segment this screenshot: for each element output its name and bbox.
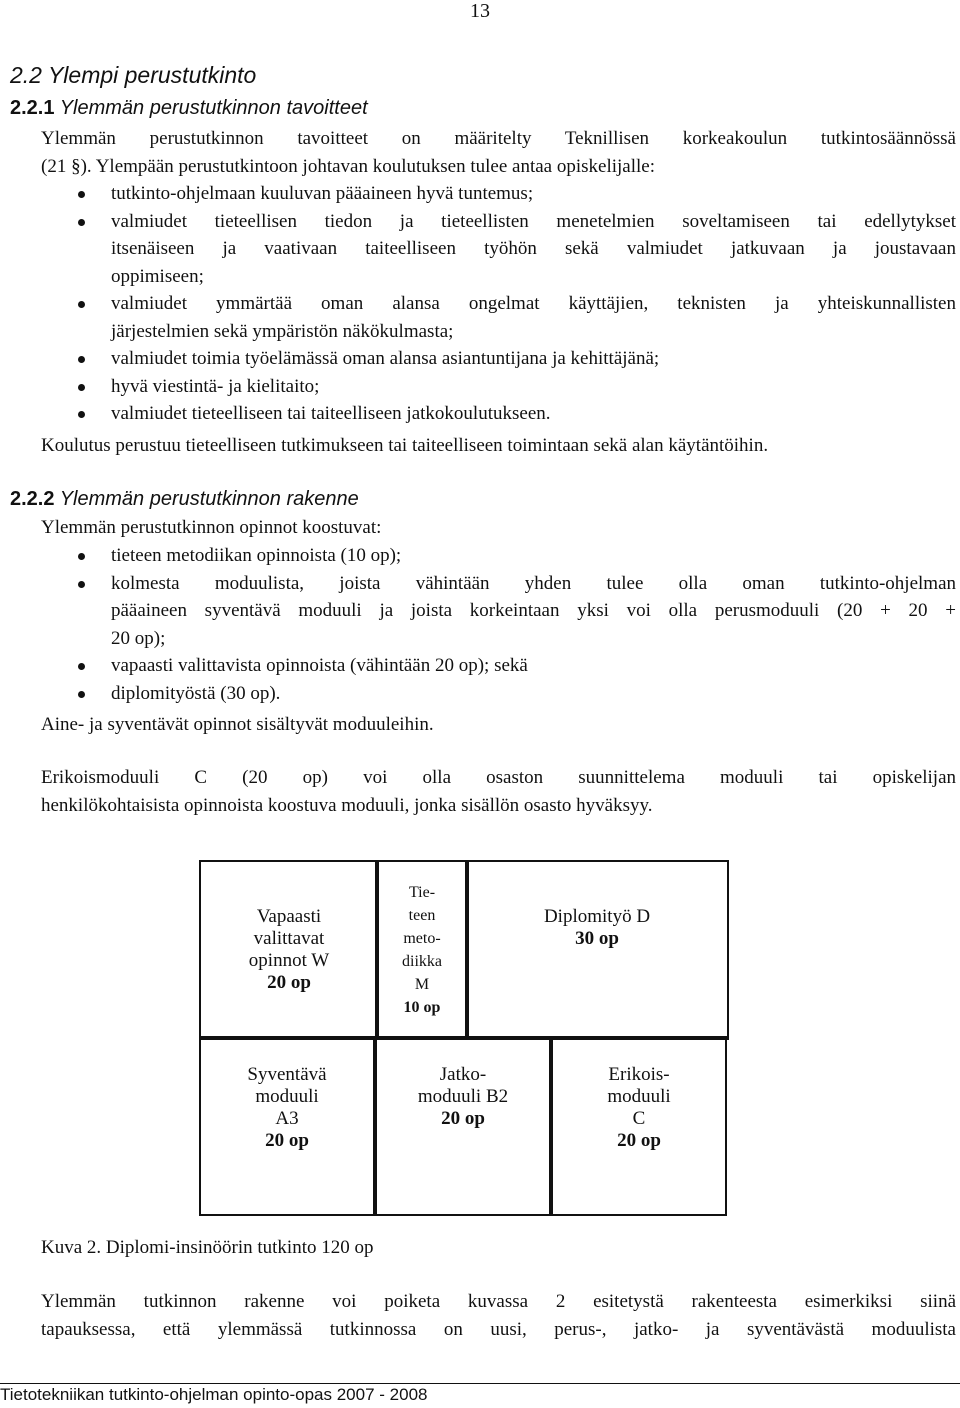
structure-intro: Ylemmän perustutkinnon opinnot koostuvat: [41, 517, 382, 538]
goals-intro-line: (21 §). Ylempään perustutkintoon johtavan koulutuksen tulee antaa opiskelijalle: [41, 155, 656, 177]
bullet-icon [78, 301, 85, 308]
list-item: valmiudet tieteellisen tiedon ja tieteellisten menetelmien soveltamiseen tai edellytykset itsenäiseen ja vaativaan taiteelliseen työhön sekä valmiudet jatkuvaan ja joustavaan oppimiseen; [41, 208, 956, 291]
goals-list [41, 180, 956, 428]
figure-caption: Kuva 2. Diplomi-insinöörin tutkinto 120 op [41, 1237, 374, 1258]
list-item: vapaasti valittavista opinnoista (vähintään 20 op); sekä [41, 652, 956, 680]
subsection-heading-goals [10, 97, 368, 120]
box-thesis-d: Diplomityö D 30 op [465, 860, 729, 1040]
paragraph-line: Ylemmän tutkinnon rakenne voi poiketa kuvassa 2 esitetystä rakenteesta esimerkiksi siinä [41, 1291, 956, 1312]
footer-divider [0, 1383, 960, 1384]
subsection-number: 2.2.2 [10, 488, 55, 510]
box-special-module-c: Erikois- moduuli C 20 op [551, 1036, 727, 1216]
bullet-icon [78, 384, 85, 391]
paragraph-line: tapauksessa, että ylemmässä tutkinnossa on uusi, perus-, jatko- ja syventävästä moduulista [41, 1318, 956, 1340]
box-methodology-m: Tie- teen meto- diikka M 10 op [375, 860, 469, 1040]
final-paragraph [41, 1288, 956, 1343]
structure-after: Aine- ja syventävät opinnot sisältyvät moduuleihin. [41, 714, 434, 735]
box-continuation-module-b2: Jatko- moduuli B2 20 op [375, 1036, 551, 1216]
list-item: tutkinto-ohjelmaan kuuluvan pääaineen hyvä tuntemus; [41, 180, 956, 208]
bullet-icon [78, 191, 85, 198]
section-title: 2.2 Ylempi perustutkinto [10, 62, 257, 88]
goals-closing: Koulutus perustuu tieteelliseen tutkimukseen tai taiteelliseen toimintaan sekä alan käytäntöihin. [41, 435, 769, 456]
bullet-icon [78, 356, 85, 363]
bullet-icon [78, 411, 85, 418]
subsection-number: 2.2.1 [10, 97, 55, 119]
goals-intro [41, 125, 956, 180]
list-item: tieteen metodiikan opinnoista (10 op); [41, 542, 956, 570]
bullet-icon [78, 553, 85, 560]
paragraph-line: henkilökohtaisista opinnoista koostuva moduuli, jonka sisällön osasto hyväksyy. [41, 794, 653, 816]
page-number: 13 [470, 0, 490, 22]
subsection-title: Ylemmän perustutkinnon tavoitteet [59, 97, 368, 119]
list-item: kolmesta moduulista, joista vähintään yhden tulee olla oman tutkinto-ohjelman pääaineen syventävä moduuli ja joista korkeintaan yksi voi olla perusmoduuli (20 + 20 + 20 op); [41, 570, 956, 653]
page-footer: Tietotekniikan tutkinto-ohjelman opinto-opas 2007 - 2008 [0, 1385, 428, 1404]
subsection-heading-structure [10, 488, 359, 511]
subsection-title: Ylemmän perustutkinnon rakenne [59, 488, 359, 510]
goals-intro-line: Ylemmän perustutkinnon tavoitteet on määritelty Teknillisen korkeakoulun tutkintosäännössä [41, 128, 956, 149]
list-item: valmiudet ymmärtää oman alansa ongelmat käyttäjien, teknisten ja yhteiskunnallisten järjestelmien sekä ympäristön näkökulmasta; [41, 290, 956, 345]
bullet-icon [78, 219, 85, 226]
box-free-electives-w: Vapaasti valittavat opinnot W 20 op [199, 860, 379, 1040]
list-item: valmiudet toimia työelämässä oman alansa asiantuntijana ja kehittäjänä; [41, 345, 956, 373]
list-item: diplomityöstä (30 op). [41, 680, 956, 708]
list-item: hyvä viestintä- ja kielitaito; [41, 373, 956, 401]
structure-list [41, 542, 956, 707]
paragraph-line: Erikoismoduuli C (20 op) voi olla osaston suunnittelema moduuli tai opiskelijan [41, 767, 956, 788]
bullet-icon [78, 581, 85, 588]
bullet-icon [78, 663, 85, 670]
box-advanced-module-a3: Syventävä moduuli A3 20 op [199, 1036, 375, 1216]
bullet-icon [78, 691, 85, 698]
list-item: valmiudet tieteelliseen tai taiteelliseen jatkokoulutukseen. [41, 400, 956, 428]
elective-module-paragraph [41, 764, 956, 819]
